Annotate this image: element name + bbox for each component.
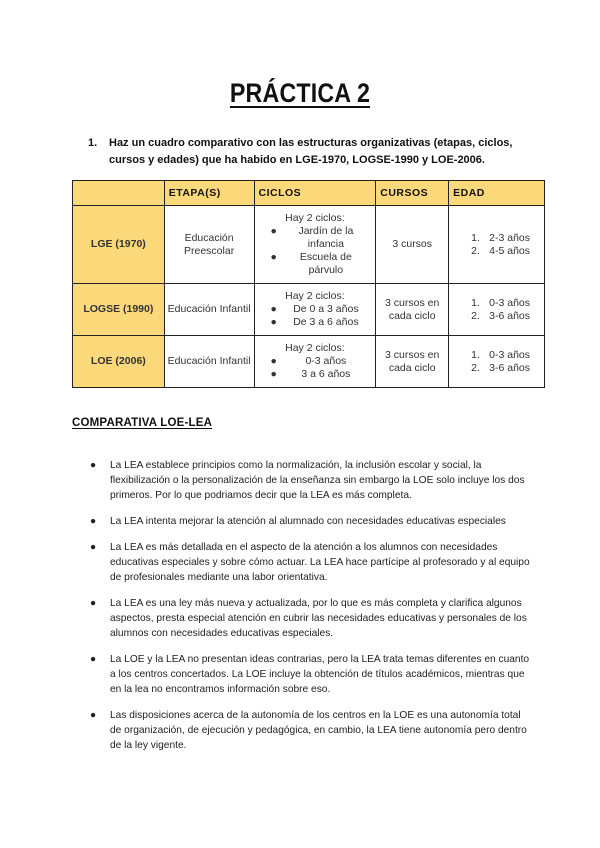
bullet-icon: ●	[90, 598, 97, 609]
list-item: ● La LEA es una ley más nueva y actualizada, por lo que es más completa y clarifica algunos aspectos, presta especial atención en cubrir las necesidades educativas y personales de los alumnos con necesidades educativas especiales.	[90, 598, 527, 639]
question-text: Haz un cuadro comparativo con las estructuras organizativas (etapas, ciclos, cursos y edades) que ha habido en LGE-1970, LOGSE-1990 y LOE-2006.	[109, 137, 513, 166]
comparativa-list	[90, 458, 530, 764]
header-etapas: ETAPA(S)	[164, 181, 254, 206]
list-item: ● La LEA intenta mejorar la atención al alumnado con necesidades educativas especiales	[90, 516, 506, 527]
cell-ciclos	[254, 336, 376, 388]
header-cursos: CURSOS	[376, 181, 449, 206]
list-item: ● La LOE y la LEA no presentan ideas contrarias, pero la LEA trata temas diferentes en cuanto a los centros concertados. La LOE incluye la obtención de títulos académicos, mientras que en la lea no encontramos información sobre eso.	[90, 654, 530, 695]
cell-edad	[449, 284, 545, 336]
list-item: ● 3 a 6 años	[270, 368, 351, 380]
comparison-table	[72, 180, 545, 388]
row-law-lge: LGE (1970)	[73, 206, 165, 284]
list-item: 2. 3-6 años	[471, 309, 531, 322]
list-item: ● La LEA es más detallada en el aspecto de la atención a los alumnos con necesidades educativas especiales y sobre cómo actuar. La LEA hace partícipe al profesorado y al equipo de profesionales mediante una labor orientativa.	[90, 542, 530, 583]
list-item: ● 0-3 años	[270, 355, 347, 367]
bullet-icon: ●	[270, 316, 277, 328]
cell-etapa: Educación Preescolar	[164, 206, 254, 284]
bullet-icon: ●	[270, 355, 277, 367]
cell-edad	[449, 336, 545, 388]
bullet-icon: ●	[90, 460, 97, 471]
bullet-icon: ●	[270, 225, 277, 237]
list-item: ● Escuela de párvulo	[270, 251, 352, 276]
cell-cursos: 3 cursos	[376, 206, 449, 284]
ciclos-header: Hay 2 ciclos:	[285, 342, 345, 354]
row-law-loe: LOE (2006)	[73, 336, 165, 388]
cell-ciclos	[254, 206, 376, 284]
page-title: PRÁCTICA 2	[229, 78, 371, 108]
list-item: ● La LEA establece principios como la normalización, la inclusión escolar y social, la flexibilización o la personalización de la enseñanza sin embargo la LOE solo incluye los dos primeros. Por lo que podriamos decir que la LEA es más completa.	[90, 460, 525, 501]
cell-edad	[449, 206, 545, 284]
question-1	[88, 135, 533, 169]
bullet-icon: ●	[90, 516, 97, 527]
table-header-row	[73, 181, 545, 206]
table-row	[73, 336, 545, 388]
question-number: 1.	[88, 137, 98, 149]
bullet-icon: ●	[90, 710, 97, 721]
list-item: 1. 0-3 años	[471, 348, 531, 361]
bullet-icon: ●	[90, 542, 97, 553]
cell-cursos: 3 cursos en cada ciclo	[376, 284, 449, 336]
bullet-icon: ●	[270, 303, 277, 315]
header-edad: EDAD	[449, 181, 545, 206]
cell-cursos: 3 cursos en cada ciclo	[376, 336, 449, 388]
list-item: ● De 0 a 3 años	[270, 303, 359, 315]
section-title-comparativa: COMPARATIVA LOE-LEA	[72, 417, 213, 429]
ciclos-header: Hay 2 ciclos:	[285, 212, 345, 224]
list-item: 2. 4-5 años	[471, 244, 531, 257]
header-empty	[73, 181, 165, 206]
bullet-icon: ●	[90, 654, 97, 665]
cell-etapa: Educación Infantil	[164, 336, 254, 388]
row-law-logse: LOGSE (1990)	[73, 284, 165, 336]
list-item: ● Jardín de la infancia	[270, 225, 354, 250]
list-item: 2. 3-6 años	[471, 361, 531, 374]
cell-etapa: Educación Infantil	[164, 284, 254, 336]
list-item: ● De 3 a 6 años	[270, 316, 359, 328]
table-row	[73, 206, 545, 284]
bullet-icon: ●	[270, 368, 277, 380]
list-item: ● Las disposiciones acerca de la autonomía de los centros en la LOE es una autonomía total de organización, de ejecución y pedagógica, en cambio, la LEA tiene autonomía pero dentro de la ley vigente.	[90, 710, 527, 751]
ciclos-header: Hay 2 ciclos:	[285, 290, 345, 302]
list-item: 1. 0-3 años	[471, 296, 531, 309]
bullet-icon: ●	[270, 251, 277, 263]
list-item: 1. 2-3 años	[471, 231, 531, 244]
table-row	[73, 284, 545, 336]
cell-ciclos	[254, 284, 376, 336]
header-ciclos: CICLOS	[254, 181, 376, 206]
